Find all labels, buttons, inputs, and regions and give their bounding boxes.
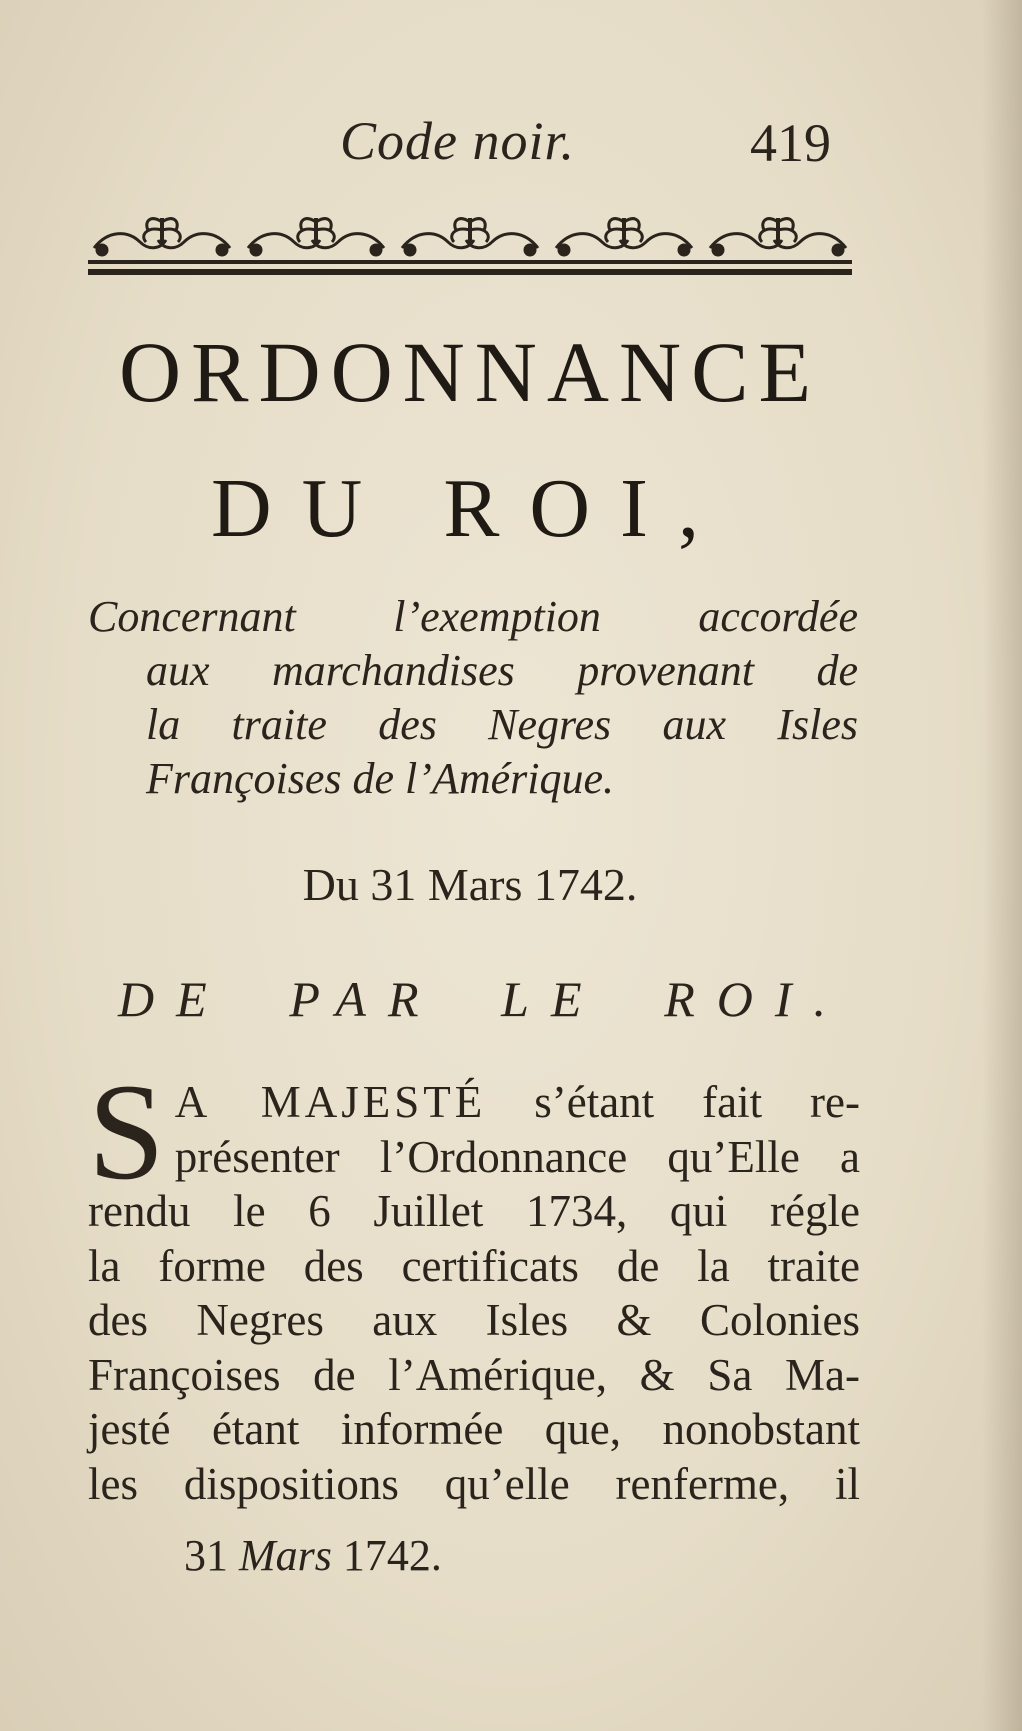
subject-line: la traite des Negres aux Isles [146,700,858,749]
body-line: jesté étant informée que, nonobstant [88,1404,860,1454]
authority-heading: DE PAR LE ROI. [118,971,848,1027]
body-line: des Negres aux Isles & Colonies [88,1295,860,1345]
body-line: présenter l’Ordonnance qu’Elle a [174,1131,860,1182]
page-number: 419 [750,113,831,173]
ordinance-date: Du 31 Mars 1742. [302,859,638,910]
running-head [340,110,860,180]
footer-month: Mars [239,1531,332,1580]
drop-cap: S [88,1055,165,1208]
body-text [88,1055,861,1511]
body-line: la forme des certificats de la traite [88,1240,860,1291]
body-line: Françoises de l’Amérique, & Sa Ma- [88,1349,860,1400]
body-line: les dispositions qu’elle renferme, il [88,1458,860,1509]
title-main: ORDONNANCE [119,324,821,420]
subject-paragraph [88,590,858,806]
title-sub: DU ROI, [211,462,729,555]
signature-line [184,1530,442,1581]
body-line [88,1075,860,1130]
running-title: Code noir. [340,111,576,171]
body-line-text: s’étant fait re- [534,1077,861,1127]
subject-line: aux marchandises provenant de [146,646,858,695]
footer-day: 31 [184,1531,228,1580]
footer-year: 1742. [342,1531,442,1580]
subject-line: Françoises de l’Amérique. [146,754,614,803]
subject-line: Concernant l’exemption accordée [88,592,858,641]
ornament-band-icon [88,200,852,290]
smallcaps-text: A MAJESTÉ [174,1077,487,1127]
body-line: rendu le 6 Juillet 1734, qui régle [88,1186,860,1236]
